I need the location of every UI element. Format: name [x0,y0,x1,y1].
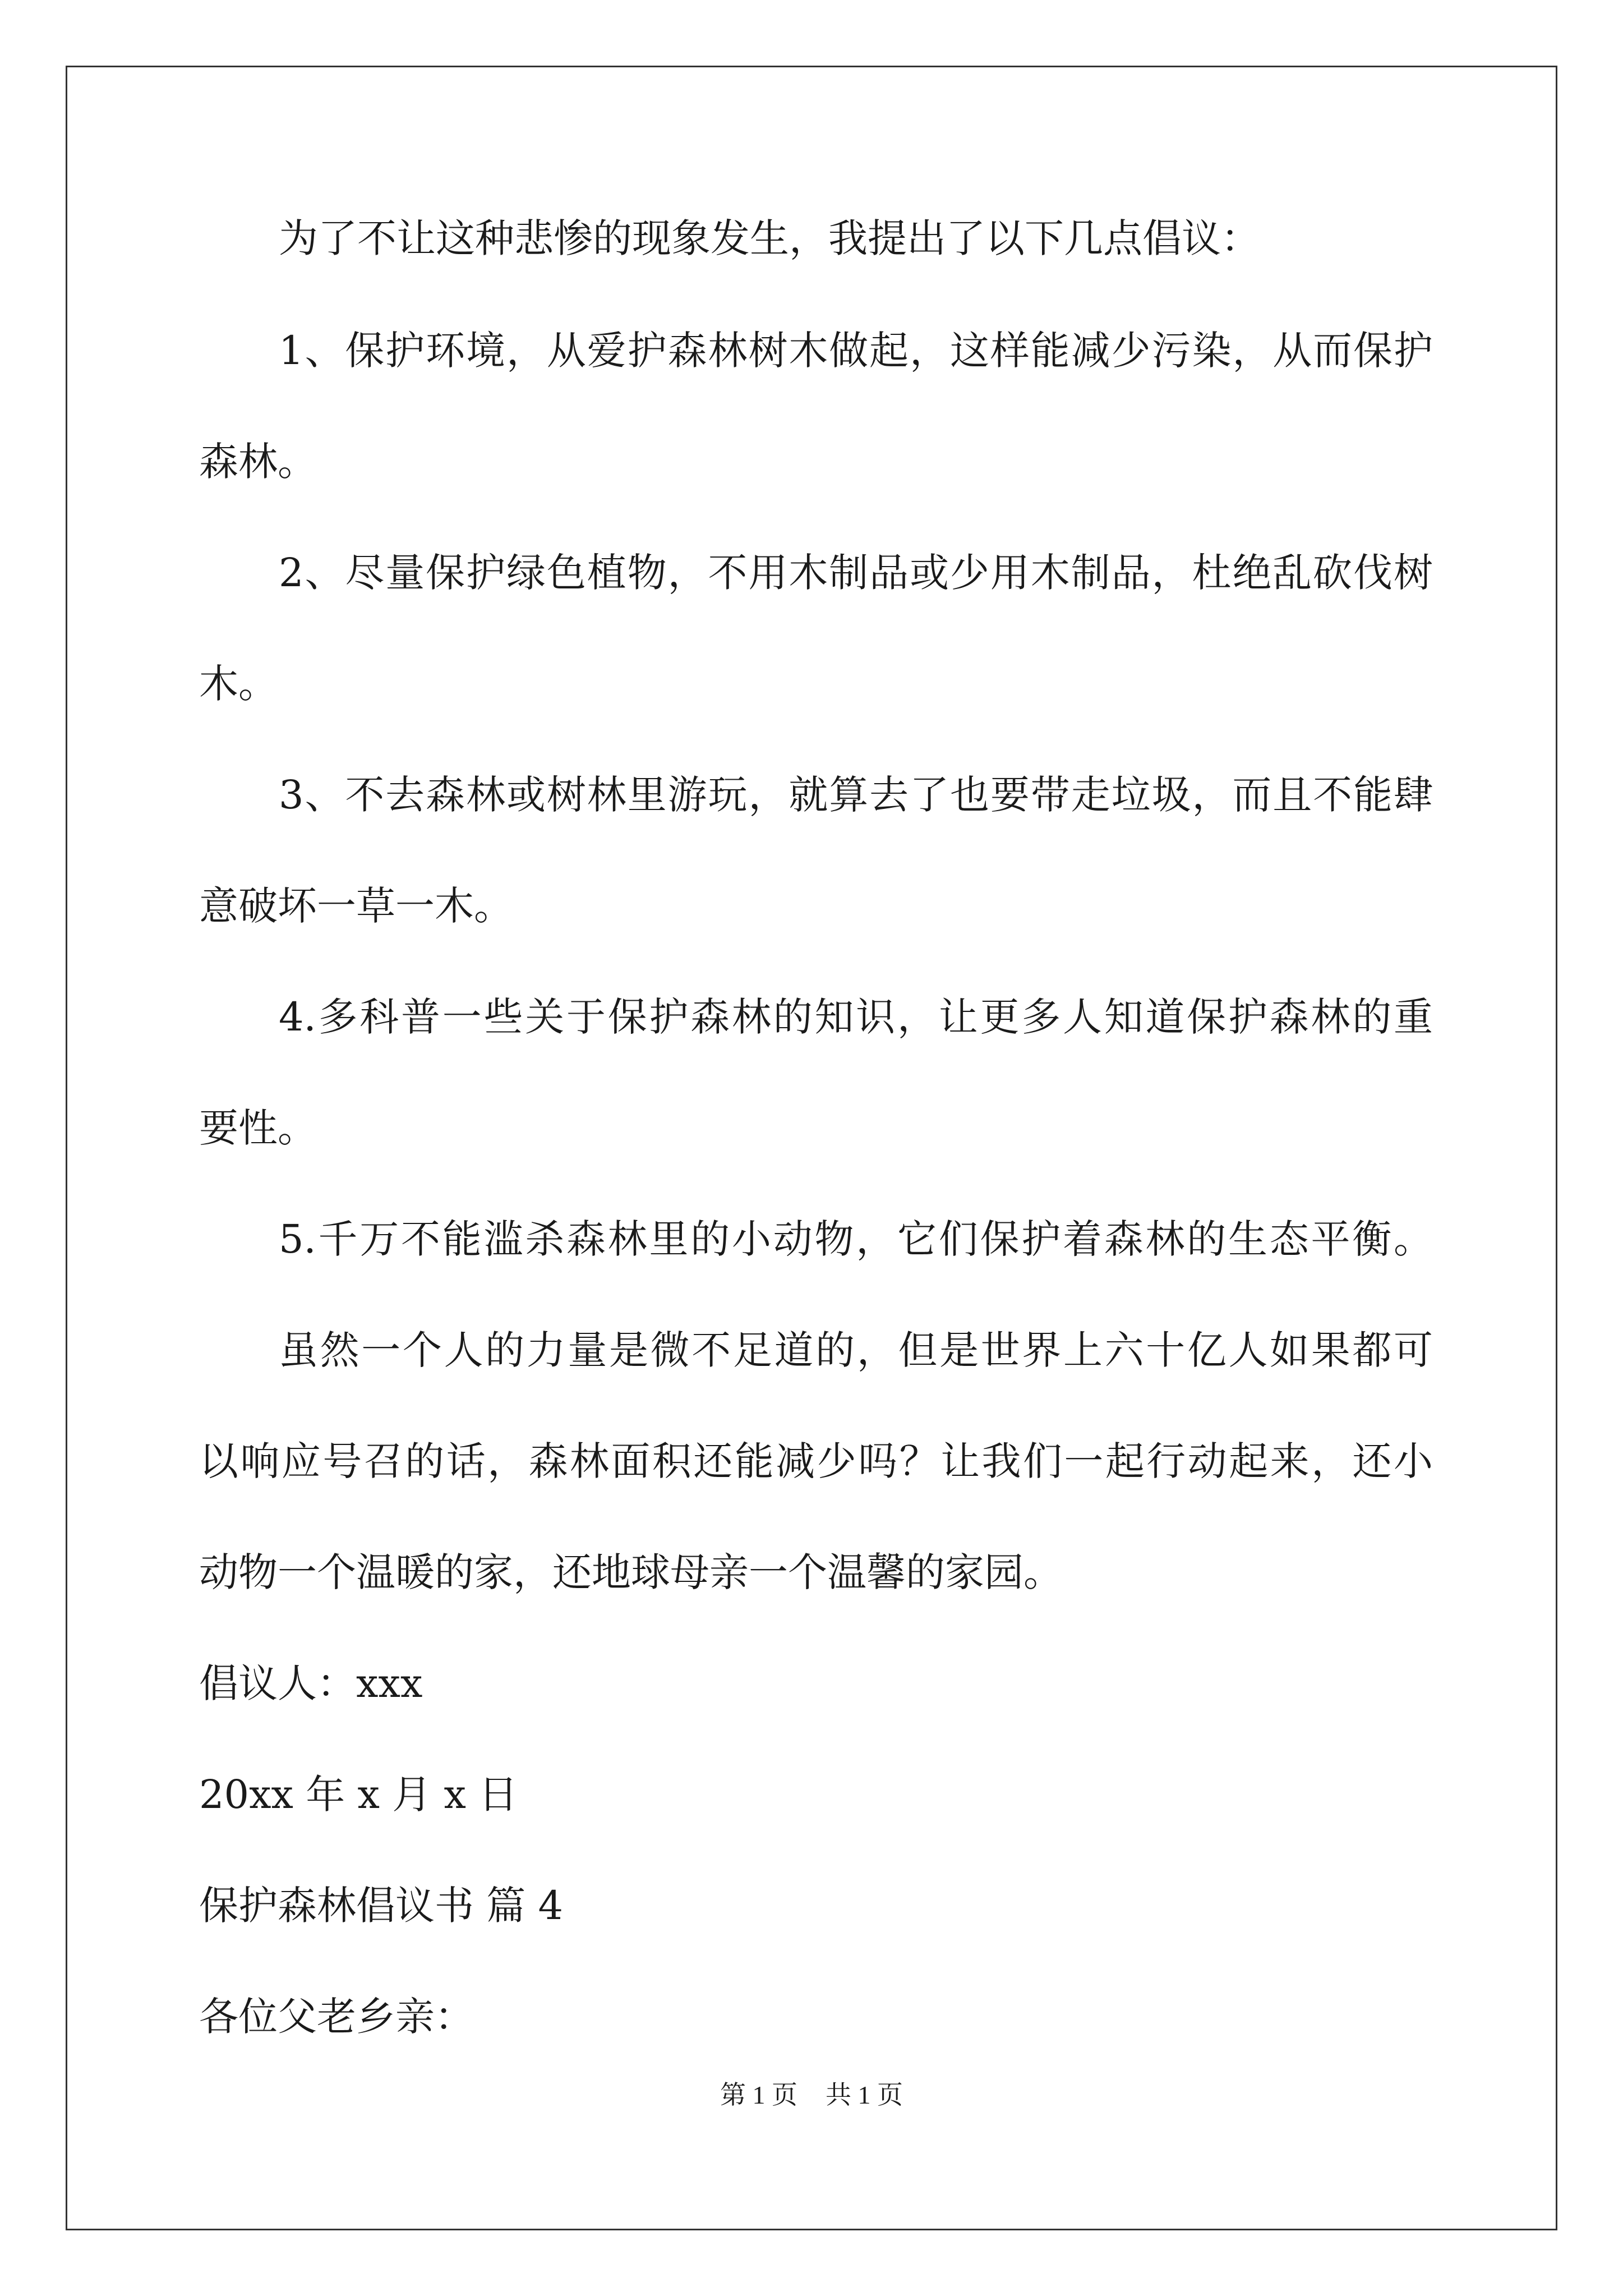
proposal-4-line-1: 4.多科普一些关于保护森林的知识，让更多人知道保护森林的重 [279,994,1433,1040]
proposal-4-line-2: 要性。 [199,1105,317,1151]
closing-paragraph-line-2: 以响应号召的话，森林面积还能减少吗？让我们一起行动起来，还小 [199,1438,1433,1484]
proposal-2-line-1: 2、尽量保护绿色植物，不用木制品或少用木制品，杜绝乱砍伐树 [279,550,1433,596]
proposal-3-line-1: 3、不去森林或树林里游玩，就算去了也要带走垃圾，而且不能肆 [279,772,1433,818]
page-footer [0,2078,1623,2112]
salutation: 各位父老乡亲： [199,1994,474,2040]
proposal-1-line-1: 1、保护环境，从爱护森林树木做起，这样能减少污染，从而保护 [279,328,1433,374]
proposer-signature: 倡议人：xxx [199,1660,423,1706]
proposal-3-line-2: 意破坏一草一木。 [199,883,513,929]
proposal-2-line-2: 木。 [199,661,278,707]
page-number-total: 共 1 页 [826,2081,903,2109]
proposal-1-line-2: 森林。 [199,439,317,485]
closing-paragraph-line-3: 动物一个温暖的家，还地球母亲一个温馨的家园。 [199,1549,1063,1595]
section-heading: 保护森林倡议书 篇 4 [199,1883,564,1929]
page-number-current: 第 1 页 [720,2081,797,2109]
paragraph-intro: 为了不让这种悲惨的现象发生，我提出了以下几点倡议： [279,215,1260,261]
proposal-5: 5.千万不能滥杀森林里的小动物，它们保护着森林的生态平衡。 [279,1216,1433,1262]
closing-paragraph-line-1: 虽然一个人的力量是微不足道的，但是世界上六十亿人如果都可 [279,1327,1433,1373]
document-date: 20xx 年 x 月 x 日 [199,1772,518,1818]
